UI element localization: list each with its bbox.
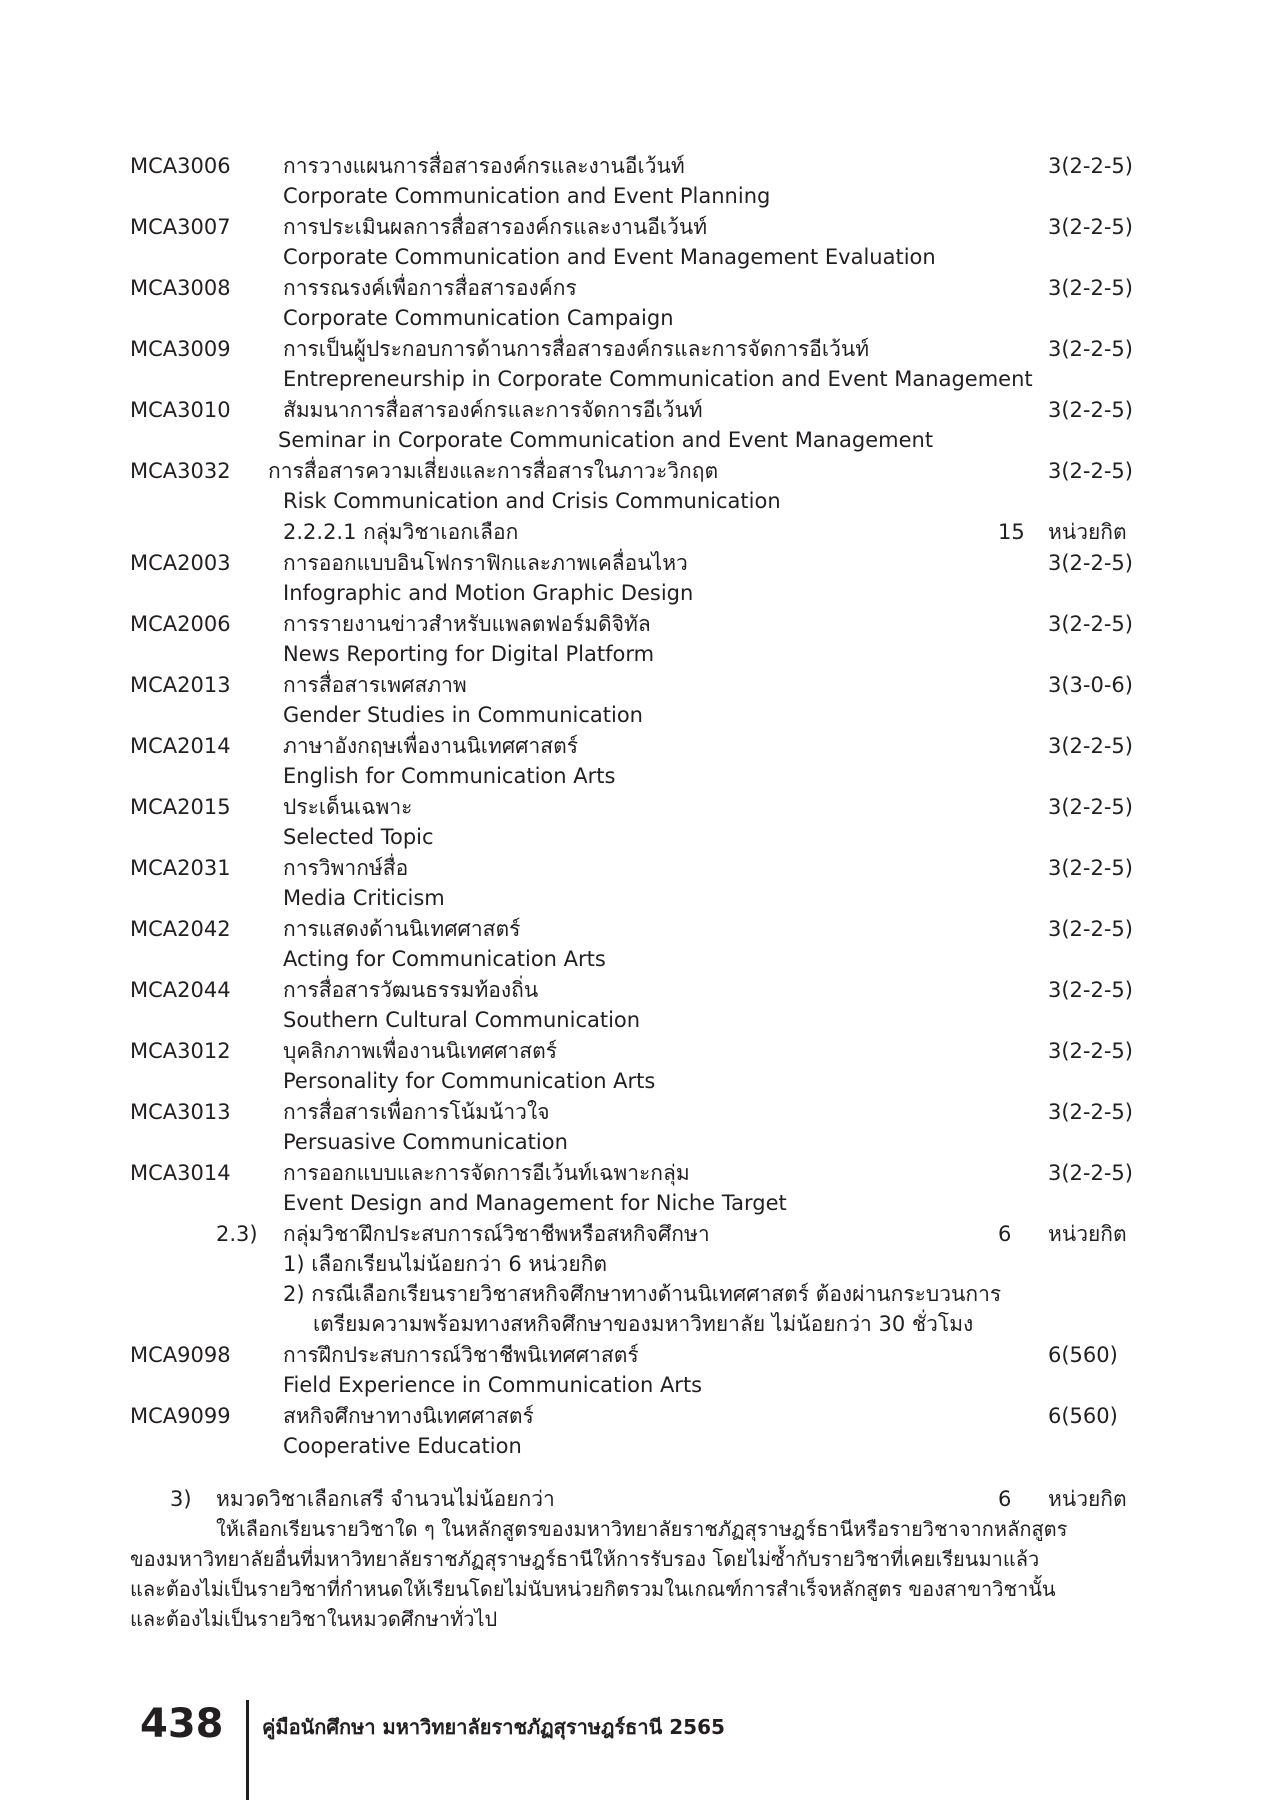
course-credit: 3(2-2-5) (1048, 1100, 1133, 1124)
course-title-th: การเป็นผู้ประกอบการด้านการสื่อสารองค์กรและการจัดการอีเว้นท์ (283, 337, 870, 361)
course-code: MCA2006 (130, 612, 231, 636)
course-code: MCA3006 (130, 154, 231, 178)
course-title-en: Southern Cultural Communication (283, 1008, 641, 1032)
elective-group-label: 2.2.2.1 กลุ่มวิชาเอกเลือก (283, 520, 519, 544)
course-title-en: Persuasive Communication (283, 1130, 568, 1154)
course-credit: 3(2-2-5) (1048, 154, 1133, 178)
course-title-th: การวางแผนการสื่อสารองค์กรและงานอีเว้นท์ (283, 154, 685, 178)
course-title-th: การออกแบบอินโฟกราฟิกและภาพเคลื่อนไหว (283, 551, 688, 575)
course-title-th: ประเด็นเฉพาะ (283, 795, 413, 819)
course-code: MCA9099 (130, 1404, 231, 1428)
course-row (0, 731, 1267, 761)
elective-group-unit: หน่วยกิต (1048, 520, 1127, 544)
section-note-2: 2) กรณีเลือกเรียนรายวิชาสหกิจศึกษาทางด้านนิเทศศาสตร์ ต้องผ่านกระบวนการ (283, 1282, 1002, 1306)
section-credits: 6 (998, 1222, 1012, 1246)
course-title-en: Entrepreneurship in Corporate Communication and Event Management (283, 367, 1033, 391)
course-title-th: การสื่อสารความเสี่ยงและการสื่อสารในภาวะวิกฤต (268, 459, 719, 483)
course-title-th: การออกแบบและการจัดการอีเว้นท์เฉพาะกลุ่ม (283, 1161, 690, 1185)
course-code: MCA3032 (130, 459, 231, 483)
course-credit: 3(2-2-5) (1048, 917, 1133, 941)
course-title-th: ภาษาอังกฤษเพื่องานนิเทศศาสตร์ (283, 734, 579, 758)
course-credit: 3(2-2-5) (1048, 215, 1133, 239)
course-code: MCA2003 (130, 551, 231, 575)
course-code: MCA3013 (130, 1100, 231, 1124)
course-title-en: Field Experience in Communication Arts (283, 1373, 703, 1397)
course-credit: 3(2-2-5) (1048, 978, 1133, 1002)
course-code: MCA3014 (130, 1161, 231, 1185)
course-row (0, 914, 1267, 944)
course-title-th: การสื่อสารวัฒนธรรมท้องถิ่น (283, 978, 539, 1002)
course-title-th: สหกิจศึกษาทางนิเทศศาสตร์ (283, 1404, 534, 1428)
course-row (0, 1158, 1267, 1188)
course-title-en: Event Design and Management for Niche Target (283, 1191, 787, 1215)
section-2-3-header (0, 1219, 1267, 1249)
course-code: MCA3012 (130, 1039, 231, 1063)
course-code: MCA2042 (130, 917, 231, 941)
section-number: 2.3) (216, 1222, 258, 1246)
course-code: MCA2015 (130, 795, 231, 819)
course-title-en: Seminar in Corporate Communication and Event Management (278, 428, 934, 452)
course-title-th: การประเมินผลการสื่อสารองค์กรและงานอีเว้นท์ (283, 215, 708, 239)
course-row (0, 975, 1267, 1005)
section-3-header (0, 1484, 1267, 1514)
course-title-en: Corporate Communication and Event Management Evaluation (283, 245, 936, 269)
course-row (0, 548, 1267, 578)
course-row (0, 609, 1267, 639)
course-title-th: การรณรงค์เพื่อการสื่อสารองค์กร (283, 276, 577, 300)
section-title: กลุ่มวิชาฝึกประสบการณ์วิชาชีพหรือสหกิจศึกษา (283, 1222, 710, 1246)
course-code: MCA3009 (130, 337, 231, 361)
course-credit: 3(2-2-5) (1048, 795, 1133, 819)
course-title-th: การสื่อสารเพื่อการโน้มน้าวใจ (283, 1100, 550, 1124)
course-row (0, 151, 1267, 181)
course-code: MCA3007 (130, 215, 231, 239)
course-row (0, 334, 1267, 364)
course-credit: 3(2-2-5) (1048, 551, 1133, 575)
course-code: MCA2014 (130, 734, 231, 758)
section-unit: หน่วยกิต (1048, 1222, 1127, 1246)
course-title-en: Media Criticism (283, 886, 445, 910)
course-row (0, 395, 1267, 425)
course-title-en: Corporate Communication and Event Planning (283, 184, 771, 208)
footer-title: คู่มือนักศึกษา มหาวิทยาลัยราชภัฏสุราษฎร์ธานี 2565 (262, 1715, 725, 1739)
course-credit: 3(2-2-5) (1048, 612, 1133, 636)
course-credit: 3(2-2-5) (1048, 276, 1133, 300)
course-row (0, 792, 1267, 822)
course-row (0, 670, 1267, 700)
course-title-en: Gender Studies in Communication (283, 703, 643, 727)
course-credit: 3(2-2-5) (1048, 856, 1133, 880)
elective-group-header (0, 517, 1267, 547)
course-code: MCA3010 (130, 398, 231, 422)
course-credit: 6(560) (1048, 1343, 1118, 1367)
course-credit: 3(3-0-6) (1048, 673, 1133, 697)
course-title-en: Risk Communication and Crisis Communication (283, 489, 781, 513)
course-row (0, 1401, 1267, 1431)
course-row (0, 273, 1267, 303)
free-elective-paragraph (130, 1514, 1137, 1634)
paragraph-line: ของมหาวิทยาลัยอื่นที่มหาวิทยาลัยราชภัฏสุราษฎร์ธานีให้การรับรอง โดยไม่ซ้ำกับรายวิชาที่เคยเรียนมาแล้ว (130, 1547, 1040, 1571)
course-title-en: Cooperative Education (283, 1434, 522, 1458)
course-code: MCA2031 (130, 856, 231, 880)
section-number: 3) (170, 1487, 192, 1511)
course-row (0, 456, 1267, 486)
section-title: หมวดวิชาเลือกเสรี จำนวนไม่น้อยกว่า (216, 1487, 555, 1511)
section-note-1: 1) เลือกเรียนไม่น้อยกว่า 6 หน่วยกิต (283, 1252, 608, 1276)
course-code: MCA2013 (130, 673, 231, 697)
course-row (0, 1097, 1267, 1127)
course-title-en: Personality for Communication Arts (283, 1069, 656, 1093)
course-title-en: Corporate Communication Campaign (283, 306, 674, 330)
course-row (0, 853, 1267, 883)
section-unit: หน่วยกิต (1048, 1487, 1127, 1511)
elective-group-credits: 15 (998, 520, 1025, 544)
course-title-th: การฝึกประสบการณ์วิชาชีพนิเทศศาสตร์ (283, 1343, 639, 1367)
section-note-2-continued: เตรียมความพร้อมทางสหกิจศึกษาของมหาวิทยาลัย ไม่น้อยกว่า 30 ชั่วโมง (313, 1312, 974, 1336)
course-title-th: บุคลิกภาพเพื่องานนิเทศศาสตร์ (283, 1039, 558, 1063)
course-row (0, 1340, 1267, 1370)
course-row (0, 212, 1267, 242)
course-code: MCA2044 (130, 978, 231, 1002)
section-credits: 6 (998, 1487, 1012, 1511)
course-title-en: News Reporting for Digital Platform (283, 642, 655, 666)
course-title-th: การสื่อสารเพศสภาพ (283, 673, 467, 697)
course-code: MCA3008 (130, 276, 231, 300)
course-credit: 3(2-2-5) (1048, 398, 1133, 422)
course-title-en: English for Communication Arts (283, 764, 616, 788)
course-title-th: การรายงานข่าวสำหรับแพลตฟอร์มดิจิทัล (283, 612, 651, 636)
paragraph-line: และต้องไม่เป็นรายวิชาในหมวดศึกษาทั่วไป (130, 1607, 498, 1631)
course-credit: 3(2-2-5) (1048, 1039, 1133, 1063)
course-title-en: Selected Topic (283, 825, 434, 849)
course-credit: 3(2-2-5) (1048, 337, 1133, 361)
course-title-th: สัมมนาการสื่อสารองค์กรและการจัดการอีเว้นท์ (283, 398, 703, 422)
footer-divider (246, 1700, 249, 1800)
page-number: 438 (140, 1701, 224, 1747)
course-credit: 3(2-2-5) (1048, 734, 1133, 758)
course-title-th: การวิพากษ์สื่อ (283, 856, 409, 880)
course-code: MCA9098 (130, 1343, 231, 1367)
paragraph-line: ให้เลือกเรียนรายวิชาใด ๆ ในหลักสูตรของมหาวิทยาลัยราชภัฏสุราษฎร์ธานีหรือรายวิชาจากหลักสูตร (216, 1517, 1068, 1541)
course-title-th: การแสดงด้านนิเทศศาสตร์ (283, 917, 521, 941)
course-title-en: Acting for Communication Arts (283, 947, 606, 971)
course-credit: 3(2-2-5) (1048, 459, 1133, 483)
course-credit: 3(2-2-5) (1048, 1161, 1133, 1185)
course-row (0, 1036, 1267, 1066)
course-credit: 6(560) (1048, 1404, 1118, 1428)
paragraph-line: และต้องไม่เป็นรายวิชาที่กำหนดให้เรียนโดยไม่นับหน่วยกิตรวมในเกณฑ์การสำเร็จหลักสูตร ของสาขาวิชานั้น (130, 1577, 1056, 1601)
course-title-en: Infographic and Motion Graphic Design (283, 581, 694, 605)
